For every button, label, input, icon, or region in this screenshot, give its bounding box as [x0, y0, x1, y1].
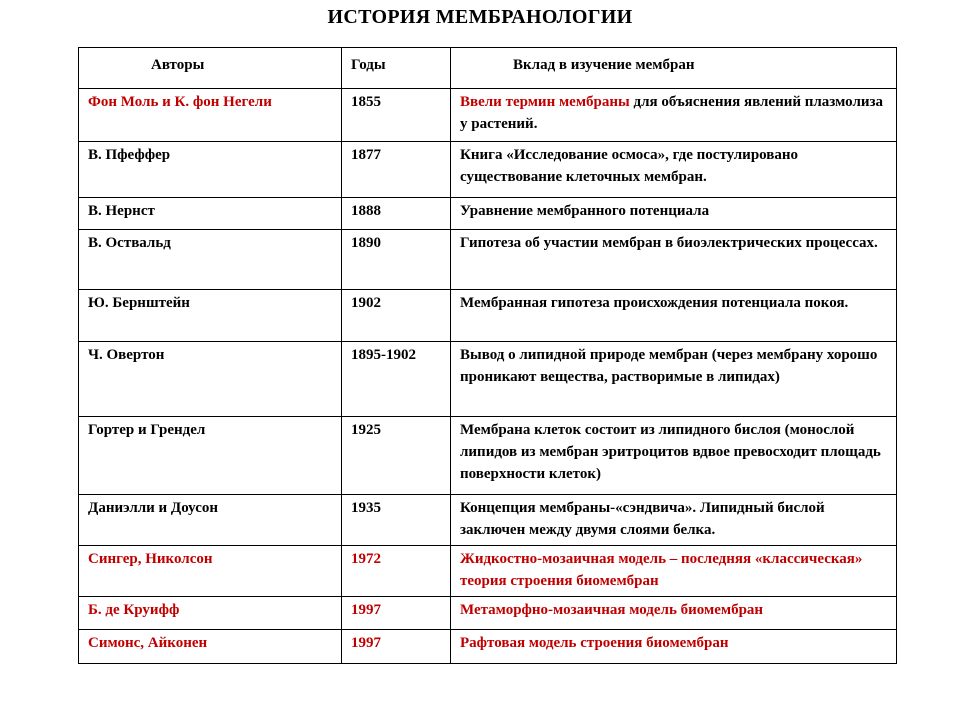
year-cell: 1877 — [342, 142, 451, 198]
author-cell: В. Пфеффер — [79, 142, 342, 198]
table-row — [79, 495, 897, 546]
contribution-cell: Уравнение мембранного потенциала — [451, 198, 897, 230]
author-cell: В. Нернст — [79, 198, 342, 230]
contribution-cell: Книга «Исследование осмоса», где постулировано существование клеточных мембран. — [451, 142, 897, 198]
contribution-cell: Гипотеза об участии мембран в биоэлектрических процессах. — [451, 230, 897, 290]
membranology-history-table — [78, 47, 897, 664]
year-cell: 1888 — [342, 198, 451, 230]
contribution-cell: Концепция мембраны-«сэндвича». Липидный бислой заключен между двумя слоями белка. — [451, 495, 897, 546]
year-cell: 1997 — [342, 630, 451, 664]
author-cell: В. Оствальд — [79, 230, 342, 290]
year-cell: 1890 — [342, 230, 451, 290]
author-cell: Сингер, Николсон — [79, 546, 342, 597]
author-cell: Б. де Круифф — [79, 597, 342, 630]
contribution-cell: Рафтовая модель строения биомембран — [451, 630, 897, 664]
contribution-cell: Мембрана клеток состоит из липидного бислоя (монослой липидов из мембран эритроцитов вдвое превосходит площадь поверхности клеток) — [451, 417, 897, 495]
table-row — [79, 230, 897, 290]
table-row — [79, 290, 897, 342]
table-row — [79, 89, 897, 142]
author-cell: Гортер и Грендел — [79, 417, 342, 495]
year-cell: 1925 — [342, 417, 451, 495]
year-cell: 1935 — [342, 495, 451, 546]
table-row — [79, 630, 897, 664]
contribution-text: для объяснения явлений плазмолиза у растений. — [460, 94, 884, 132]
author-cell: Ю. Бернштейн — [79, 290, 342, 342]
contribution-cell — [451, 89, 897, 142]
author-cell: Фон Моль и К. фон Негели — [79, 89, 342, 142]
table-row — [79, 342, 897, 417]
year-cell: 1997 — [342, 597, 451, 630]
year-cell: 1895-1902 — [342, 342, 451, 417]
contribution-cell: Вывод о липидной природе мембран (через мембрану хорошо проникают вещества, растворимые в липидах) — [451, 342, 897, 417]
table-row — [79, 546, 897, 597]
author-cell: Даниэлли и Доусон — [79, 495, 342, 546]
table-row — [79, 198, 897, 230]
author-cell: Симонс, Айконен — [79, 630, 342, 664]
year-cell: 1855 — [342, 89, 451, 142]
header-authors: Авторы — [79, 48, 342, 89]
year-cell: 1902 — [342, 290, 451, 342]
contribution-cell: Метаморфно-мозаичная модель биомембран — [451, 597, 897, 630]
contribution-highlight: Ввели термин мембраны — [460, 94, 630, 110]
header-contribution: Вклад в изучение мембран — [451, 48, 897, 89]
contribution-cell: Мембранная гипотеза происхождения потенциала покоя. — [451, 290, 897, 342]
table-row — [79, 142, 897, 198]
table-header-row — [79, 48, 897, 89]
header-years: Годы — [342, 48, 451, 89]
year-cell: 1972 — [342, 546, 451, 597]
table-row — [79, 597, 897, 630]
contribution-cell: Жидкостно-мозаичная модель – последняя «классическая» теория строения биомембран — [451, 546, 897, 597]
table-row — [79, 417, 897, 495]
page-title: ИСТОРИЯ МЕМБРАНОЛОГИИ — [327, 6, 633, 28]
author-cell: Ч. Овертон — [79, 342, 342, 417]
